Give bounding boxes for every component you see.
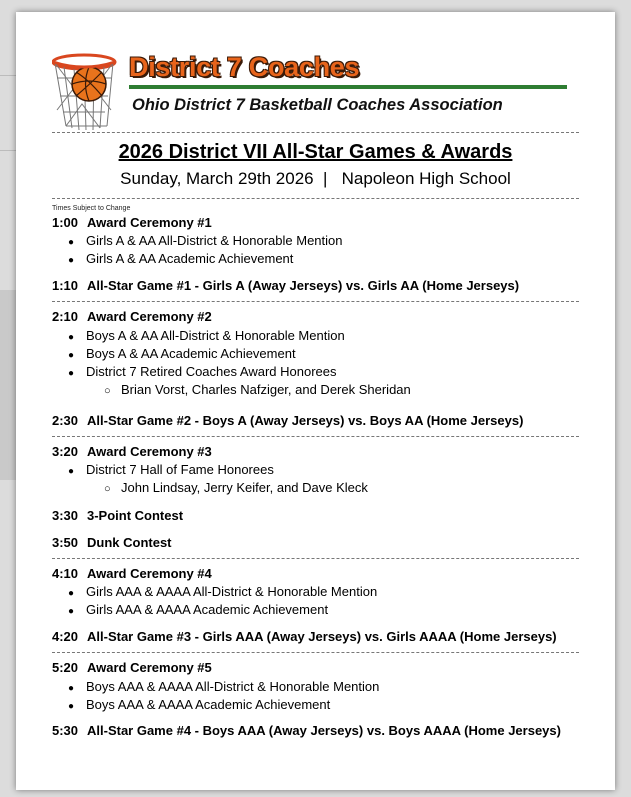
- schedule-entry-award-ceremony-3: 3:20 Award Ceremony #3: [52, 444, 212, 459]
- schedule-entry-award-ceremony-2: 2:10 Award Ceremony #2: [52, 309, 212, 324]
- list-item: ● Boys A & AA All-District & Honorable Mention: [68, 328, 345, 343]
- schedule-entry-game-2: 2:30 All-Star Game #2 - Boys A (Away Jerseys) vs. Boys AA (Home Jerseys): [52, 413, 524, 428]
- schedule-entry-award-ceremony-4: 4:10 Award Ceremony #4: [52, 566, 212, 581]
- list-item: ● Boys AAA & AAAA All-District & Honorable Mention: [68, 679, 380, 694]
- schedule-entry-3-point-contest: 3:30 3-Point Contest: [52, 508, 184, 523]
- divider: [52, 436, 579, 437]
- sub-list-item: ○ Brian Vorst, Charles Nafziger, and Derek Sheridan: [104, 382, 411, 397]
- background-divider: [0, 75, 16, 76]
- list-item: ● Girls A & AA All-District & Honorable Mention: [68, 233, 343, 248]
- event-title: 2026 District VII All-Star Games & Awards: [118, 141, 513, 163]
- schedule-entry-award-ceremony-5: 5:20 Award Ceremony #5: [52, 660, 212, 675]
- basketball-hoop-icon: [52, 48, 122, 134]
- brand-subtitle: Ohio District 7 Basketball Coaches Association: [132, 96, 503, 114]
- list-item: ● District 7 Hall of Fame Honorees: [68, 462, 274, 477]
- schedule-entry-game-4: 5:30 All-Star Game #4 - Boys AAA (Away Jerseys) vs. Boys AAAA (Home Jerseys): [52, 723, 561, 738]
- list-item: ● Girls AAA & AAAA Academic Achievement: [68, 602, 329, 617]
- schedule-note: Times Subject to Change: [52, 205, 131, 212]
- entry-label: Award Ceremony #1: [87, 215, 212, 230]
- brand-underline: [129, 85, 567, 89]
- event-date-location: Sunday, March 29th 2026 | Napoleon High School: [120, 169, 511, 188]
- brand-title: District 7 Coaches: [129, 52, 360, 82]
- list-item: ● District 7 Retired Coaches Award Honorees: [68, 364, 337, 379]
- schedule-entry-game-3: 4:20 All-Star Game #3 - Girls AAA (Away Jerseys) vs. Girls AAAA (Home Jerseys): [52, 629, 557, 644]
- schedule-entry-award-ceremony-1: [52, 215, 212, 230]
- schedule-entry-dunk-contest: 3:50 Dunk Contest: [52, 535, 172, 550]
- list-item: ● Boys AAA & AAAA Academic Achievement: [68, 697, 331, 712]
- list-item: ● Boys A & AA Academic Achievement: [68, 346, 296, 361]
- document-page: [16, 12, 615, 790]
- list-item: ● Girls AAA & AAAA All-District & Honorable Mention: [68, 584, 378, 599]
- background-divider: [0, 150, 16, 151]
- divider: [52, 132, 579, 133]
- sub-list-item: ○ John Lindsay, Jerry Keifer, and Dave Kleck: [104, 480, 368, 495]
- divider: [52, 198, 579, 199]
- background-panel: [0, 290, 16, 480]
- list-item: ● Girls A & AA Academic Achievement: [68, 251, 294, 266]
- divider: [52, 301, 579, 302]
- schedule-entry-game-1: 1:10 All-Star Game #1 - Girls A (Away Jerseys) vs. Girls AA (Home Jerseys): [52, 278, 520, 293]
- divider: [52, 558, 579, 559]
- divider: [52, 652, 579, 653]
- entry-time: 1:00: [52, 215, 79, 230]
